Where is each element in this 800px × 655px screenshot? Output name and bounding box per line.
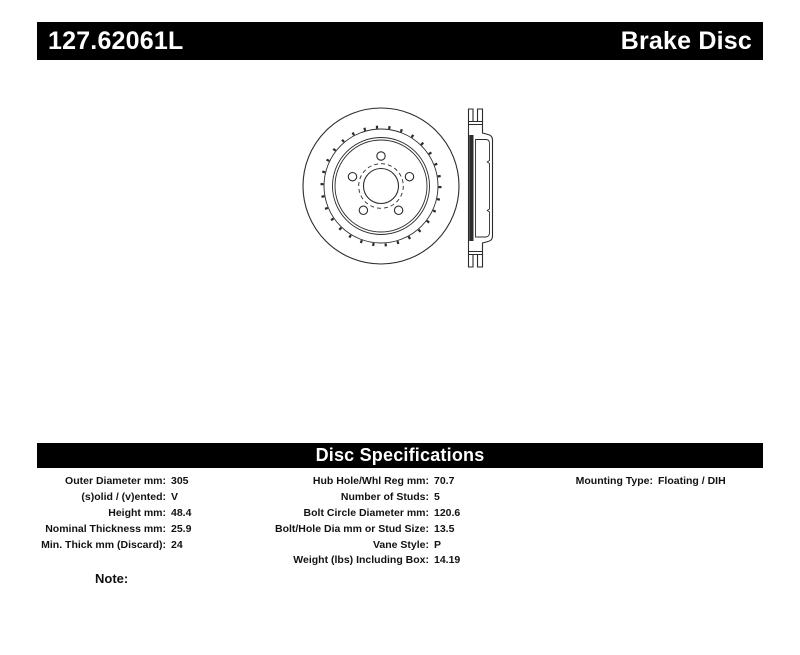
spec-value: V <box>171 490 179 503</box>
spec-row-bolt-circle-diameter <box>250 505 460 521</box>
part-number: 127.62061L <box>48 26 184 55</box>
brake-disc-front-view-icon <box>303 108 459 264</box>
hub-hole <box>364 169 399 204</box>
product-title: Brake Disc <box>620 26 752 55</box>
spec-value: 70.7 <box>434 474 455 487</box>
spec-label: Hub Hole/Whl Reg mm: <box>312 474 429 487</box>
spec-row-min-thick <box>20 537 191 553</box>
note-label: Note: <box>95 571 129 586</box>
spec-value: 25.9 <box>171 522 192 535</box>
spec-label: Vane Style: <box>372 538 429 551</box>
spec-row-nominal-thickness <box>20 521 191 537</box>
spec-column-left <box>20 473 191 552</box>
friction-surface-band <box>469 135 473 241</box>
spec-label: Bolt Circle Diameter mm: <box>303 506 429 519</box>
spec-label: Bolt/Hole Dia mm or Stud Size: <box>274 522 429 535</box>
stud-hole <box>359 206 367 214</box>
spec-label: Nominal Thickness mm: <box>45 522 166 535</box>
brake-disc-cross-section-icon <box>469 109 493 267</box>
spec-row-outer-diameter <box>20 473 191 489</box>
bolt-circle-dashed <box>359 164 404 209</box>
spec-row-bolt-hole-dia <box>250 521 460 537</box>
spec-label: Height mm: <box>108 506 166 519</box>
spec-value: 5 <box>434 490 440 503</box>
stud-hole <box>348 173 356 181</box>
spec-value: 14.19 <box>434 554 461 567</box>
spec-column-right <box>540 473 726 489</box>
spec-value: 305 <box>171 474 189 487</box>
spec-label: Min. Thick mm (Discard): <box>41 538 166 551</box>
spec-value: 13.5 <box>434 522 455 535</box>
spec-label: Outer Diameter mm: <box>65 474 166 487</box>
spec-section-title: Disc Specifications <box>315 445 485 465</box>
spec-row-mounting-type <box>540 473 726 489</box>
spec-row-number-of-studs <box>250 489 460 505</box>
spec-value: 120.6 <box>434 506 461 519</box>
drill-hole-ticks <box>322 127 440 245</box>
spec-value: 24 <box>171 538 183 551</box>
spec-section-header <box>37 443 763 468</box>
spec-value: 48.4 <box>171 506 192 519</box>
stud-hole <box>394 206 402 214</box>
spec-row-height <box>20 505 191 521</box>
brake-disc-drawing <box>270 90 530 280</box>
spec-row-hub-hole <box>250 473 460 489</box>
spec-label: Number of Studs: <box>340 490 429 503</box>
spec-value: Floating / DIH <box>658 474 726 487</box>
spec-label: (s)olid / (v)ented: <box>81 490 166 503</box>
stud-hole <box>377 152 385 160</box>
spec-row-weight <box>250 552 460 568</box>
spec-row-vane-style <box>250 537 460 553</box>
header-bar <box>37 22 763 60</box>
spec-label: Mounting Type: <box>575 474 653 487</box>
stud-hole <box>405 173 413 181</box>
spec-value: P <box>434 538 442 551</box>
spec-column-middle <box>250 473 460 568</box>
spec-label: Weight (lbs) Including Box: <box>293 554 429 567</box>
spec-row-solid-vented <box>20 489 191 505</box>
